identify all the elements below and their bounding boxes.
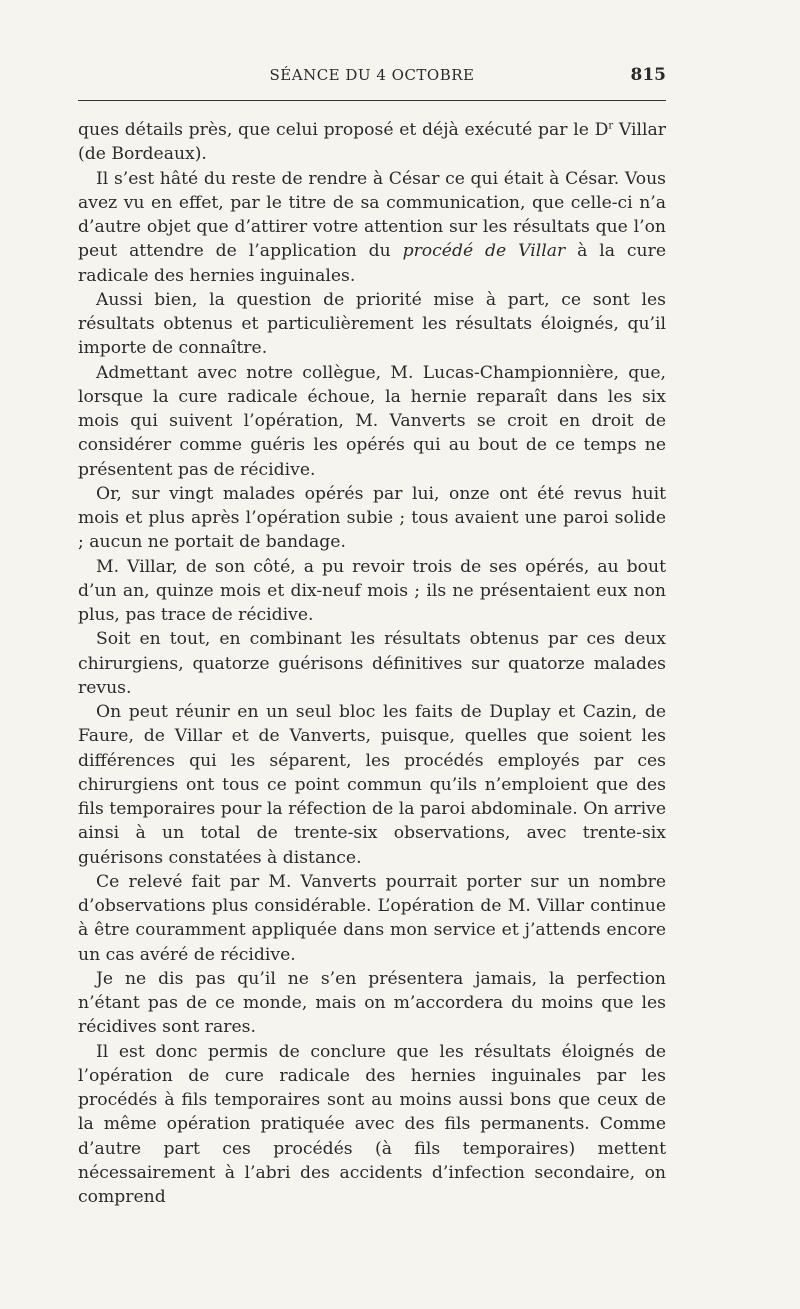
paragraph: [78, 967, 666, 1040]
text-run: M. Villar, de son côté, a pu revoir trois de ses opérés, au bout d’un an, quinze mois et dix-neuf mois ; ils ne présentaient eux non plus, pas trace de récidive.: [78, 556, 666, 625]
text-run: procédé de Villar: [402, 241, 566, 262]
header-rule: [78, 100, 666, 101]
text-run: r: [608, 120, 614, 132]
text-run: ques détails près, que celui proposé et déjà exécuté par le D: [78, 120, 609, 140]
paragraph: [78, 482, 666, 555]
body-text: [78, 118, 666, 1209]
paragraph: [78, 1040, 666, 1210]
text-run: Soit en tout, en combinant les résultats obtenus par ces deux chirurgiens, quatorze guérisons définitives sur quatorze malades revus.: [78, 629, 666, 698]
paragraph: [78, 555, 666, 628]
text-run: à la cure radicale des hernies inguinales.: [78, 241, 667, 286]
paragraph: [78, 627, 666, 700]
running-head: [78, 66, 666, 90]
text-run: Or, sur vingt malades opérés par lui, onze ont été revus huit mois et plus après l’opération subie ; tous avaient une paroi solide ; aucun ne portait de bandage.: [78, 483, 666, 553]
text-run: Villar (de Bordeaux).: [78, 120, 666, 165]
text-run: Aussi bien, la question de priorité mise à part, ce sont les résultats obtenus et particulièrement les résultats éloignés, qu’il importe de connaître.: [78, 289, 666, 359]
page-number: 815: [630, 65, 666, 85]
text-run: Admettant avec notre collègue, M. Lucas-Championnière, que, lorsque la cure radicale échoue, la hernie reparaît dans les six mois qui suivent l’opération, M. Vanverts se croit en droit de considérer comme guéris les opérés qui au bout de ce temps ne présentent pas de récidive.: [78, 362, 666, 480]
paragraph: [78, 700, 666, 870]
text-run: On peut réunir en un seul bloc les faits de Duplay et Cazin, de Faure, de Villar et de Vanverts, puisque, quelles que soient les différences qui les séparent, les procédés employés par ces chirurgiens ont tous ce point commun qu’ils n’emploient que des fils temporaires pour la réfection de la paroi abdominale. On arrive ainsi à un total de trente-six observations, avec trente-six guérisons constatées à distance.: [78, 702, 666, 868]
text-run: Il est donc permis de conclure que les résultats éloignés de l’opération de cure radicale des hernies inguinales par les procédés à fils temporaires sont au moins aussi bons que ceux de la même opération pratiquée avec des fils permanents. Comme d’autre part ces procédés (à fils temporaires) mettent nécessairement à l’abri des accidents d’infection secondaire, on comprend: [78, 1041, 666, 1207]
paragraph: [78, 288, 666, 361]
paragraph: [78, 118, 666, 167]
text-run: Ce relevé fait par M. Vanverts pourrait porter sur un nombre d’observations plus considérable. L’opération de M. Villar continue à être couramment appliquée dans mon service et j’attends encore un cas avéré de récidive.: [78, 871, 666, 965]
paragraph: [78, 361, 666, 482]
text-run: Il s’est hâté du reste de rendre à César ce qui était à César. Vous avez vu en effet, par le titre de sa communication, que celle-ci n’a d’autre objet que d’attirer votre attention sur les résultats que l’on peut attendre de l’application du: [78, 168, 666, 262]
paragraph: [78, 870, 666, 967]
paragraph: [78, 167, 666, 288]
running-title: SÉANCE DU 4 OCTOBRE: [269, 66, 475, 84]
text-run: Je ne dis pas qu’il ne s’en présentera jamais, la perfection n’étant pas de ce monde, mais on m’accordera du moins que les récidives sont rares.: [78, 968, 666, 1038]
